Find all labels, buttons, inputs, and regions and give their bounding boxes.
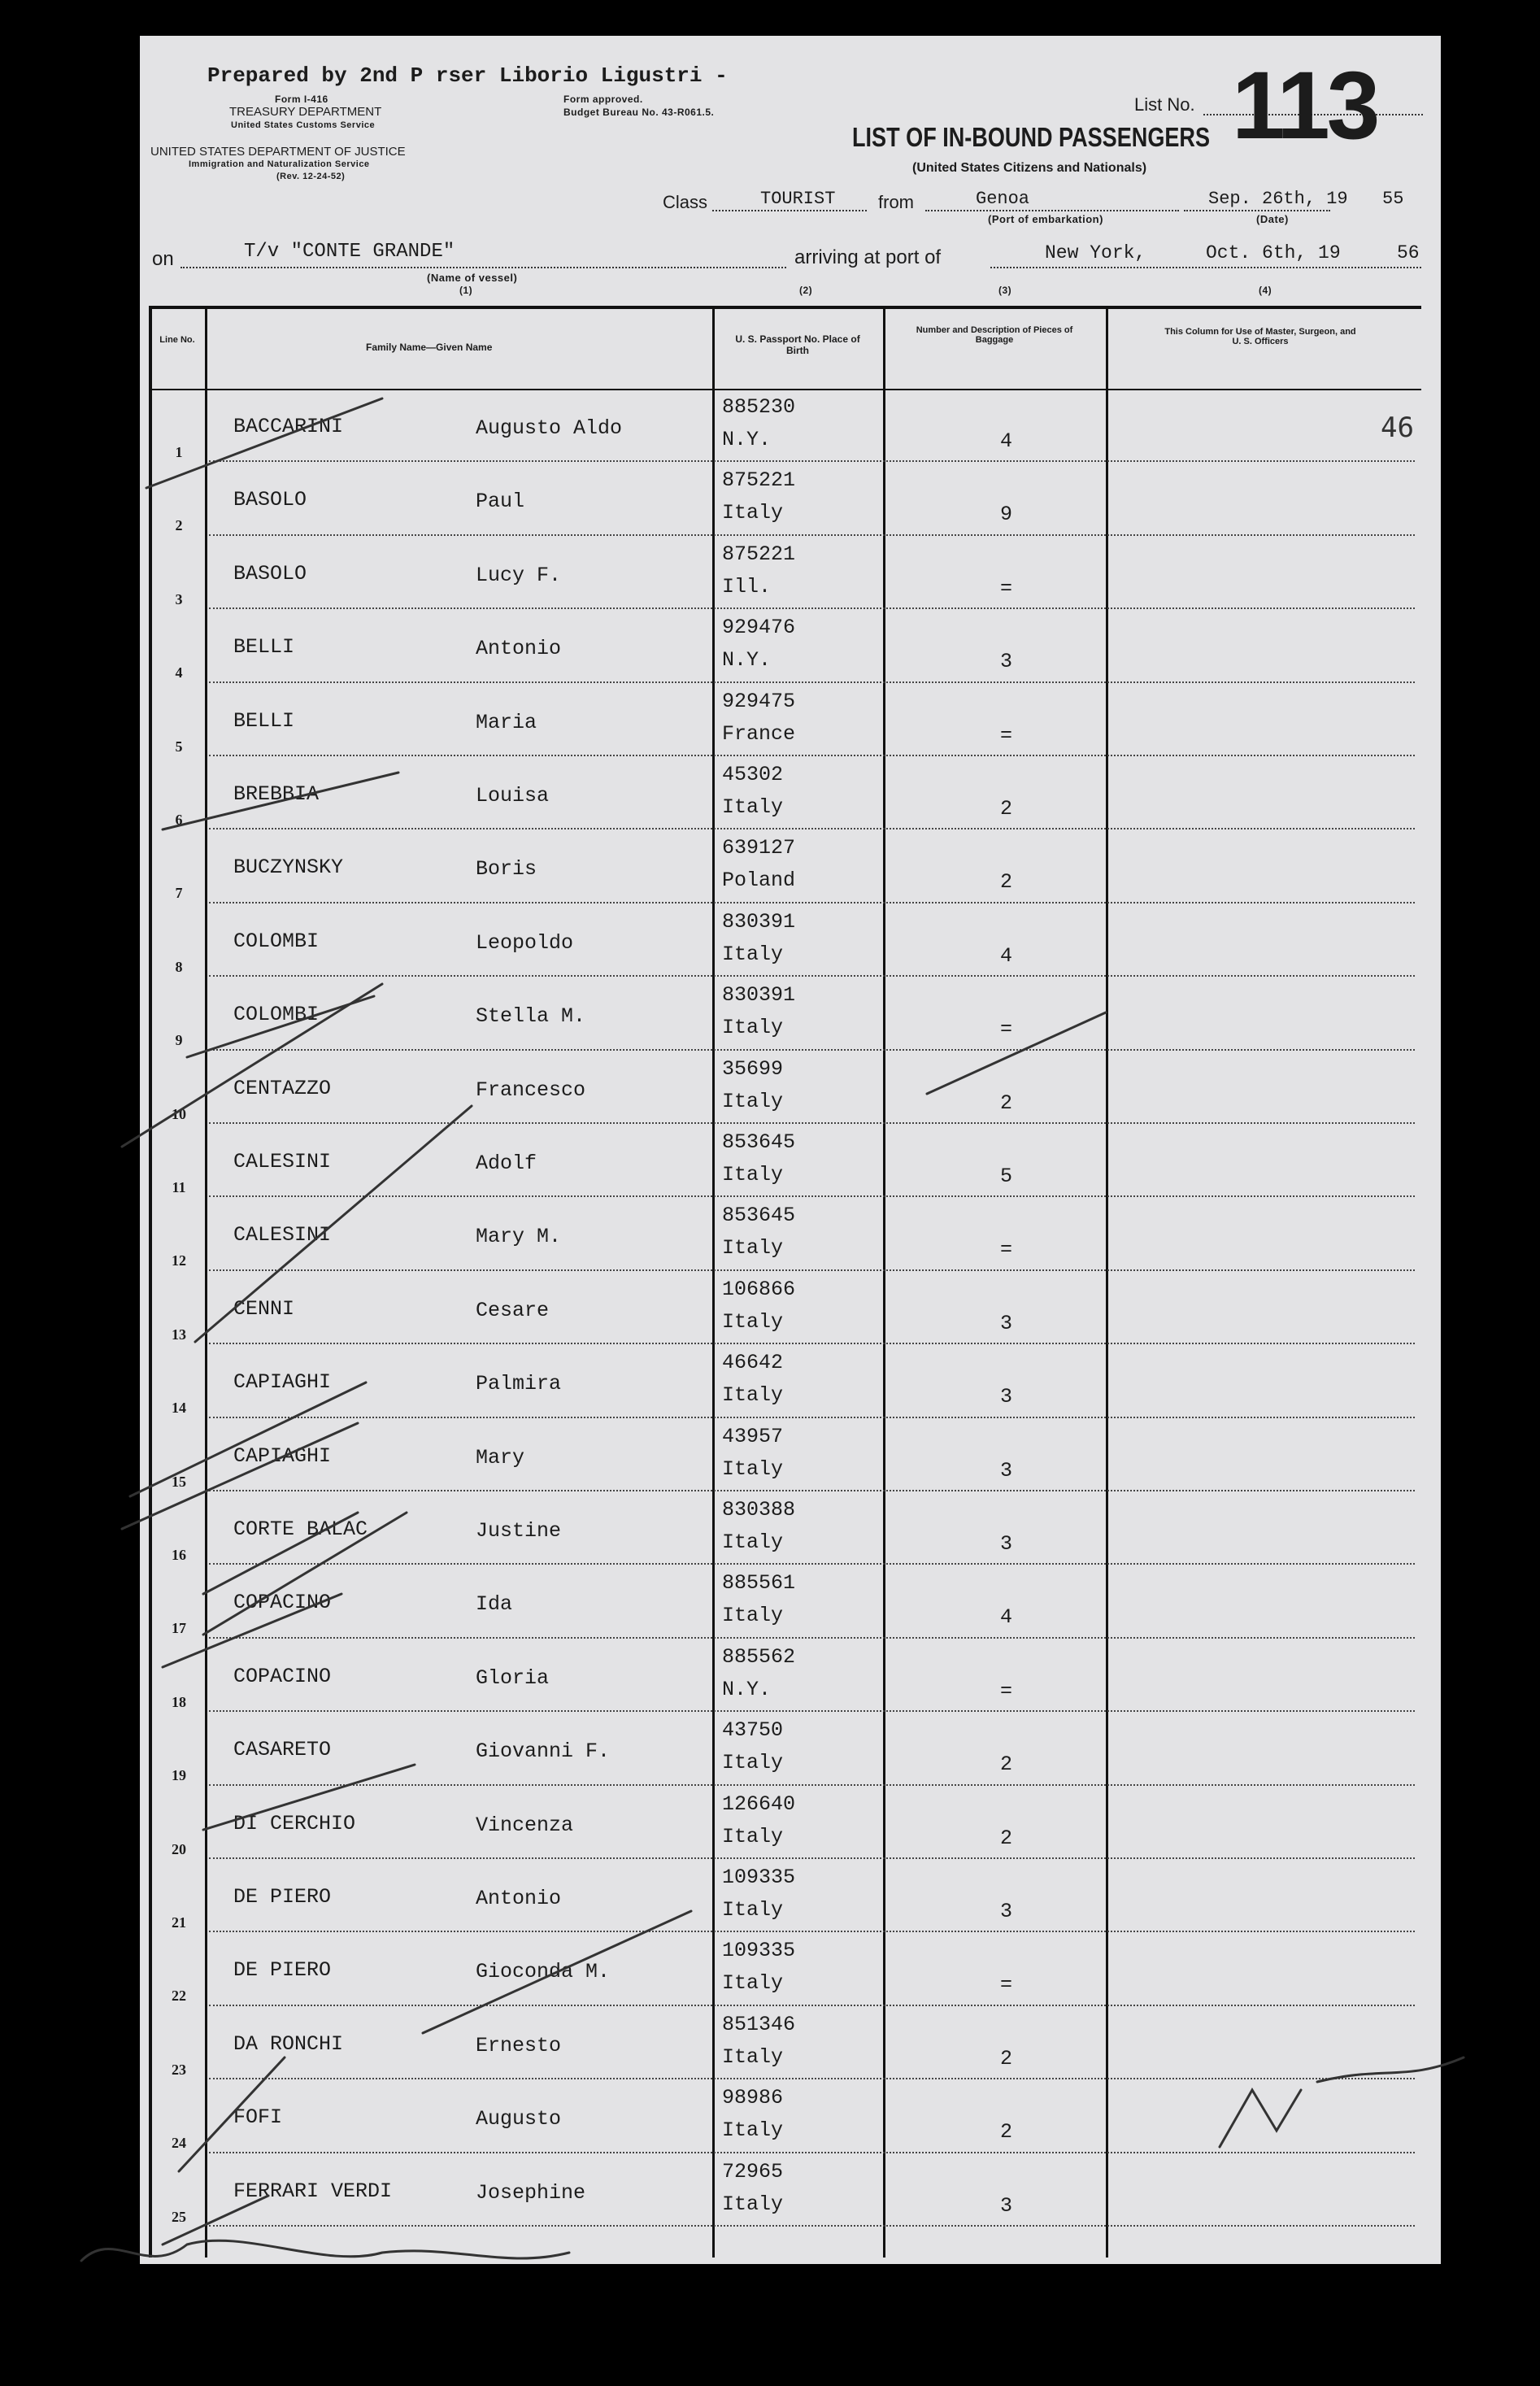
- col-number-3: (3): [998, 285, 1012, 296]
- baggage-count: 3: [1000, 1311, 1013, 1335]
- passport-number: 929476: [722, 616, 796, 640]
- place-of-birth: Poland: [722, 869, 796, 893]
- margin-note: 46: [1381, 411, 1414, 444]
- line-number: 21: [172, 1914, 186, 1931]
- list-no-label: List No.: [1134, 94, 1195, 115]
- passport-number: 45302: [722, 763, 784, 786]
- passport-number: 98986: [722, 2086, 784, 2110]
- col-line-no: Line No.: [159, 335, 195, 345]
- family-name: DE PIERO: [233, 1958, 332, 1983]
- manifest-title: LIST OF IN-BOUND PASSENGERS: [852, 122, 1211, 152]
- on-label: on: [152, 248, 174, 270]
- place-of-birth: Italy: [722, 942, 784, 966]
- given-name: Adolf: [476, 1152, 537, 1175]
- given-name: Vincenza: [476, 1813, 574, 1837]
- family-name: BASOLO: [233, 488, 307, 512]
- place-of-birth: Italy: [722, 1236, 784, 1260]
- line-number: 14: [172, 1400, 186, 1417]
- passport-number: 43750: [722, 1718, 784, 1743]
- baggage-count: 3: [1000, 1900, 1013, 1923]
- line-number: 13: [172, 1326, 186, 1343]
- departure-year: 55: [1382, 189, 1404, 209]
- place-of-birth: Italy: [722, 2192, 784, 2216]
- port-of-embarkation: Genoa: [976, 189, 1030, 209]
- place-of-birth: Italy: [722, 1016, 784, 1040]
- baggage-count: 3: [1000, 2193, 1013, 2218]
- arrival-port: New York,: [1045, 242, 1146, 263]
- passport-number: 126640: [722, 1792, 796, 1816]
- given-name: Cesare: [476, 1298, 550, 1322]
- family-name: CASARETO: [233, 1738, 332, 1762]
- given-name: Mary M.: [476, 1225, 562, 1249]
- passport-number: 885561: [722, 1571, 796, 1596]
- line-number: 18: [172, 1693, 186, 1710]
- line-number: 15: [172, 1473, 186, 1490]
- class-value: TOURIST: [760, 189, 836, 209]
- given-name: Boris: [476, 857, 537, 882]
- baggage-count: 4: [1000, 1605, 1013, 1630]
- baggage-count: 2: [1000, 2120, 1013, 2144]
- line-number: 11: [172, 1179, 186, 1195]
- place-of-birth: N.Y.: [722, 428, 772, 451]
- line-number: 6: [175, 812, 183, 828]
- given-name: Augusto Aldo: [476, 416, 623, 440]
- passport-number: 853645: [722, 1130, 796, 1154]
- given-name: Justine: [476, 1519, 562, 1543]
- passport-number: 109335: [722, 1939, 796, 1963]
- place-of-birth: France: [722, 721, 796, 746]
- given-name: Maria: [476, 710, 537, 734]
- line-number: 23: [172, 2061, 186, 2078]
- given-name: Gloria: [476, 1665, 550, 1690]
- given-name: Louisa: [476, 784, 550, 808]
- place-of-birth: Italy: [722, 1383, 784, 1408]
- departure-date: Sep. 26th, 19: [1208, 189, 1348, 209]
- passport-number: 830391: [722, 909, 796, 934]
- place-of-birth: Ill.: [722, 574, 772, 599]
- line-number: 25: [172, 2208, 186, 2225]
- passport-number: 885562: [722, 1644, 796, 1669]
- place-of-birth: Italy: [722, 1971, 784, 1996]
- family-name: BELLI: [233, 635, 295, 660]
- given-name: Palmira: [476, 1372, 562, 1396]
- family-name: DE PIERO: [233, 1885, 332, 1909]
- form-approved: Form approved.: [563, 94, 643, 105]
- place-of-birth: Italy: [722, 1751, 784, 1775]
- baggage-count: 3: [1000, 1385, 1013, 1409]
- baggage-count: 5: [1000, 1165, 1013, 1188]
- family-name: BELLI: [233, 708, 295, 733]
- col-baggage: Number and Description of Pieces of Baggage: [916, 325, 1073, 345]
- baggage-count: 9: [1000, 503, 1013, 527]
- arriving-label: arriving at port of: [794, 246, 942, 268]
- vessel-caption: (Name of vessel): [427, 272, 518, 284]
- family-name: COLOMBI: [233, 1003, 320, 1027]
- line-number: 4: [175, 664, 183, 681]
- line-number: 5: [175, 738, 183, 755]
- line-number: 19: [172, 1767, 186, 1784]
- passport-number: 830388: [722, 1498, 796, 1522]
- line-number: 7: [175, 885, 183, 902]
- line-number: 3: [175, 590, 183, 607]
- family-name: CAPIAGHI: [233, 1443, 332, 1468]
- vessel-col-number: (1): [459, 285, 473, 296]
- baggage-count: 3: [1000, 1532, 1013, 1556]
- family-name: DA RONCHI: [233, 2031, 344, 2056]
- family-name: BREBBIA: [233, 782, 320, 806]
- family-name: CALESINI: [233, 1223, 332, 1247]
- given-name: Paul: [476, 490, 525, 514]
- preparer-line: Prepared by 2nd P rser Liborio Ligustri -: [207, 63, 728, 88]
- line-number: 24: [172, 2135, 186, 2152]
- given-name: Giovanni F.: [476, 1739, 611, 1764]
- form-revision: (Rev. 12-24-52): [276, 172, 346, 181]
- line-number: 22: [172, 1988, 186, 2005]
- customs-service: United States Customs Service: [231, 120, 376, 130]
- place-of-birth: Italy: [722, 1163, 784, 1186]
- place-of-birth: Italy: [722, 1309, 784, 1334]
- place-of-birth: Italy: [722, 2044, 784, 2069]
- place-of-birth: Italy: [722, 1456, 784, 1481]
- given-name: Antonio: [476, 637, 562, 661]
- family-name: BASOLO: [233, 561, 307, 586]
- passport-number: 639127: [722, 836, 796, 860]
- col-officers: This Column for Use of Master, Surgeon, and U. S. Officers: [1164, 327, 1356, 346]
- given-name: Ernesto: [476, 2033, 562, 2057]
- baggage-count: 2: [1000, 2046, 1013, 2070]
- line-number: 8: [175, 958, 183, 975]
- family-name: FOFI: [233, 2105, 283, 2130]
- given-name: Gioconda M.: [476, 1960, 611, 1984]
- baggage-count: 2: [1000, 870, 1013, 895]
- passport-number: 875221: [722, 542, 796, 566]
- passport-number: 35699: [722, 1056, 784, 1081]
- treasury-department: TREASURY DEPARTMENT: [229, 105, 382, 119]
- family-name: CALESINI: [233, 1150, 332, 1173]
- given-name: Francesco: [476, 1078, 586, 1102]
- family-name: COLOMBI: [233, 929, 320, 953]
- family-name: DI CERCHIO: [233, 1811, 356, 1835]
- passport-number: 46642: [722, 1351, 784, 1375]
- line-number: 16: [172, 1547, 186, 1563]
- passport-number: 72965: [722, 2159, 784, 2184]
- baggage-count: 2: [1000, 1826, 1013, 1850]
- col-number-2: (2): [799, 285, 813, 296]
- family-name: CENNI: [233, 1296, 295, 1321]
- given-name: Mary: [476, 1445, 525, 1469]
- line-number: 12: [172, 1252, 186, 1269]
- arrival-date: Oct. 6th, 19: [1206, 242, 1341, 263]
- baggage-count: 4: [1000, 429, 1013, 453]
- baggage-count: =: [1000, 1017, 1013, 1042]
- family-name: CENTAZZO: [233, 1076, 332, 1100]
- place-of-birth: Italy: [722, 2118, 784, 2143]
- col-number-4: (4): [1259, 285, 1272, 296]
- vessel-name: T/v "CONTE GRANDE": [244, 241, 455, 263]
- family-name: CAPIAGHI: [233, 1370, 332, 1395]
- family-name: BUCZYNSKY: [233, 856, 344, 880]
- justice-department: UNITED STATES DEPARTMENT OF JUSTICE: [150, 145, 406, 159]
- manifest-subtitle: (United States Citizens and Nationals): [912, 161, 1147, 175]
- immigration-service: Immigration and Naturalization Service: [189, 159, 370, 169]
- family-name: BACCARINI: [233, 415, 344, 438]
- line-number: 10: [172, 1105, 186, 1122]
- place-of-birth: Italy: [722, 1898, 784, 1922]
- line-number: 1: [175, 444, 183, 460]
- baggage-count: =: [1000, 1678, 1013, 1703]
- place-of-birth: Italy: [722, 1604, 784, 1628]
- passport-number: 853645: [722, 1204, 796, 1228]
- place-of-birth: N.Y.: [722, 648, 772, 673]
- given-name: Leopoldo: [476, 930, 574, 955]
- form-number: Form I-416: [275, 94, 328, 105]
- baggage-count: 3: [1000, 1458, 1013, 1483]
- passport-number: 929475: [722, 689, 796, 713]
- baggage-count: =: [1000, 576, 1013, 600]
- given-name: Lucy F.: [476, 563, 562, 587]
- place-of-birth: Italy: [722, 501, 784, 525]
- baggage-count: =: [1000, 1238, 1013, 1262]
- baggage-count: 2: [1000, 1091, 1013, 1115]
- passport-number: 885230: [722, 395, 796, 419]
- baggage-count: 3: [1000, 650, 1013, 674]
- line-number: 20: [172, 1840, 186, 1857]
- passport-number: 851346: [722, 2012, 796, 2036]
- baggage-count: =: [1000, 723, 1013, 747]
- port-caption: (Port of embarkation): [988, 213, 1103, 225]
- family-name: COPACINO: [233, 1591, 332, 1615]
- budget-bureau: Budget Bureau No. 43-R061.5.: [563, 107, 715, 118]
- family-name: COPACINO: [233, 1664, 332, 1688]
- passport-number: 875221: [722, 468, 796, 493]
- baggage-count: 2: [1000, 1752, 1013, 1777]
- given-name: Stella M.: [476, 1004, 586, 1029]
- class-label: Class: [663, 192, 708, 212]
- from-label: from: [878, 192, 914, 212]
- given-name: Augusto: [476, 2107, 562, 2131]
- passport-number: 830391: [722, 983, 796, 1008]
- arrival-year: 56: [1397, 242, 1420, 263]
- passport-number: 109335: [722, 1866, 796, 1889]
- col-passport: U. S. Passport No. Place of Birth: [735, 333, 860, 356]
- line-number: 2: [175, 517, 183, 534]
- place-of-birth: Italy: [722, 1824, 784, 1848]
- line-number: 9: [175, 1032, 183, 1049]
- given-name: Josephine: [476, 2180, 586, 2205]
- baggage-count: 2: [1000, 797, 1013, 821]
- place-of-birth: Italy: [722, 795, 784, 819]
- passport-number: 43957: [722, 1424, 784, 1448]
- place-of-birth: N.Y.: [722, 1677, 772, 1701]
- place-of-birth: Italy: [722, 1089, 784, 1113]
- family-name: CORTE BALAC: [233, 1517, 368, 1541]
- passport-number: 106866: [722, 1277, 796, 1301]
- baggage-count: 4: [1000, 943, 1013, 968]
- col-name: Family Name—Given Name: [366, 342, 493, 353]
- given-name: Ida: [476, 1592, 513, 1617]
- line-number: 17: [172, 1620, 186, 1637]
- given-name: Antonio: [476, 1887, 562, 1910]
- date-caption: (Date): [1256, 213, 1289, 225]
- list-number: 113: [1232, 52, 1377, 159]
- family-name: FERRARI VERDI: [233, 2179, 393, 2203]
- place-of-birth: Italy: [722, 1530, 784, 1554]
- baggage-count: =: [1000, 1973, 1013, 1997]
